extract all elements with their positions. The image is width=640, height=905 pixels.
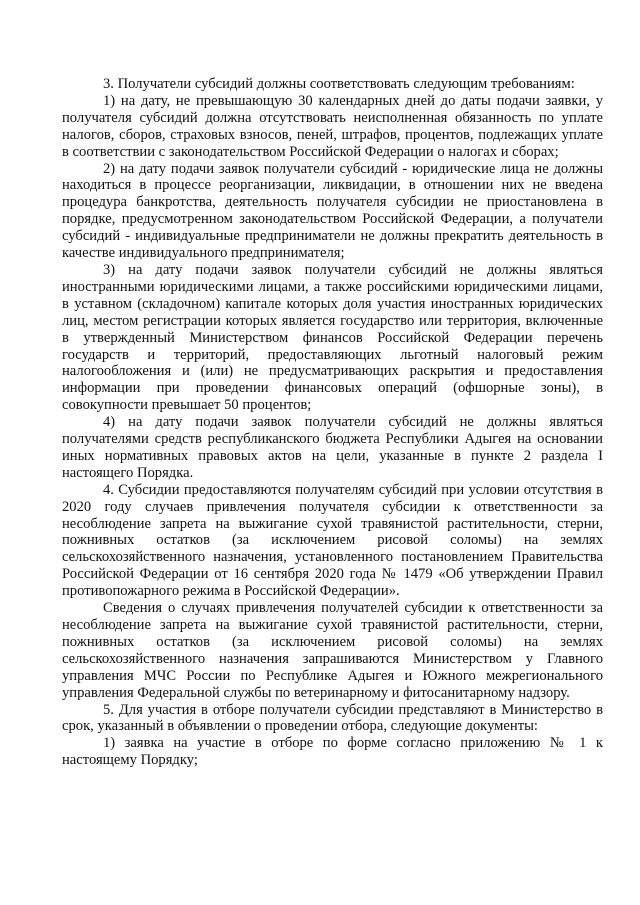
paragraph-requirements-heading: 3. Получатели субсидий должны соответствовать следующим требованиям:: [103, 76, 575, 92]
paragraph-requirement-2: 2) на дату подачи заявок получатели субсидий - юридические лица не должны находиться в процессе реорганизации, ликвидации, в отношении них не введена процедура банкротства, деятельность получателя субсидии не приостановлена в порядке, предусмотренном законодательством Российской Федерации, а получатели субсидий - индивидуальные предприниматели не должны прекратить деятельность в качестве индивидуального предпринимателя;: [62, 160, 603, 262]
document-page: [62, 76, 603, 769]
paragraph-requirement-3: 3) на дату подачи заявок получатели субсидий не должны являться иностранными юридическими лицами, а также российскими юридическими лицами, в уставном (складочном) капитале которых доля участия иностранных юридических лиц, местом регистрации которых является государство или территория, включенные в утвержденный Министерством финансов Российской Федерации перечень государств и территорий, предоставляющих льготный налоговый режим налогообложения и (или) не предусматривающих раскрытия и предоставления информации при проведении финансовых операций (офшорные зоны), в совокупности превышает 50 процентов;: [62, 261, 603, 414]
paragraph-requirement-1: 1) на дату, не превышающую 30 календарных дней до даты подачи заявки, у получателя субсидий должна отсутствовать неисполненная обязанность по уплате налогов, сборов, страховых взносов, пеней, штрафов, процентов, подлежащих уплате в соответствии с законодательством Российской Федерации о налогах и сборах;: [62, 92, 603, 160]
paragraph-clause-4: 4. Субсидии предоставляются получателям субсидий при условии отсутствия в 2020 году случаев привлечения получателя субсидии к ответственности за несоблюдение запрета на выжигание сухой травянистой растительности, стерни, пожнивных остатков (за исключением рисовой соломы) на землях сельскохозяйственного назначения, установленного постановлением Правительства Российской Федерации от 16 сентября 2020 года № 1479 «Об утверждении Правил противопожарного режима в Российской Федерации».: [62, 481, 603, 600]
paragraph-violations-info: Сведения о случаях привлечения получателей субсидии к ответственности за несоблюдение запрета на выжигание сухой травянистой растительности, стерни, пожнивных остатков (за исключением рисовой соломы) на землях сельскохозяйственного назначения запрашиваются Министерством у Главного управления МЧС России по Республике Адыгея и Южного межрегионального управления Федеральной службы по ветеринарному и фитосанитарному надзору.: [62, 600, 603, 701]
paragraph-document-1: 1) заявка на участие в отборе по форме согласно приложению № 1 к настоящему Порядку;: [62, 735, 603, 769]
paragraph-clause-5: 5. Для участия в отборе получатели субсидии представляют в Министерство в срок, указанный в объявлении о проведении отбора, следующие документы:: [62, 701, 603, 735]
paragraph-requirement-4: 4) на дату подачи заявок получатели субсидий не должны являться получателями средств республиканского бюджета Республики Адыгея на основании иных нормативных правовых актов на цели, указанные в пункте 2 раздела I настоящего Порядка.: [62, 414, 603, 481]
